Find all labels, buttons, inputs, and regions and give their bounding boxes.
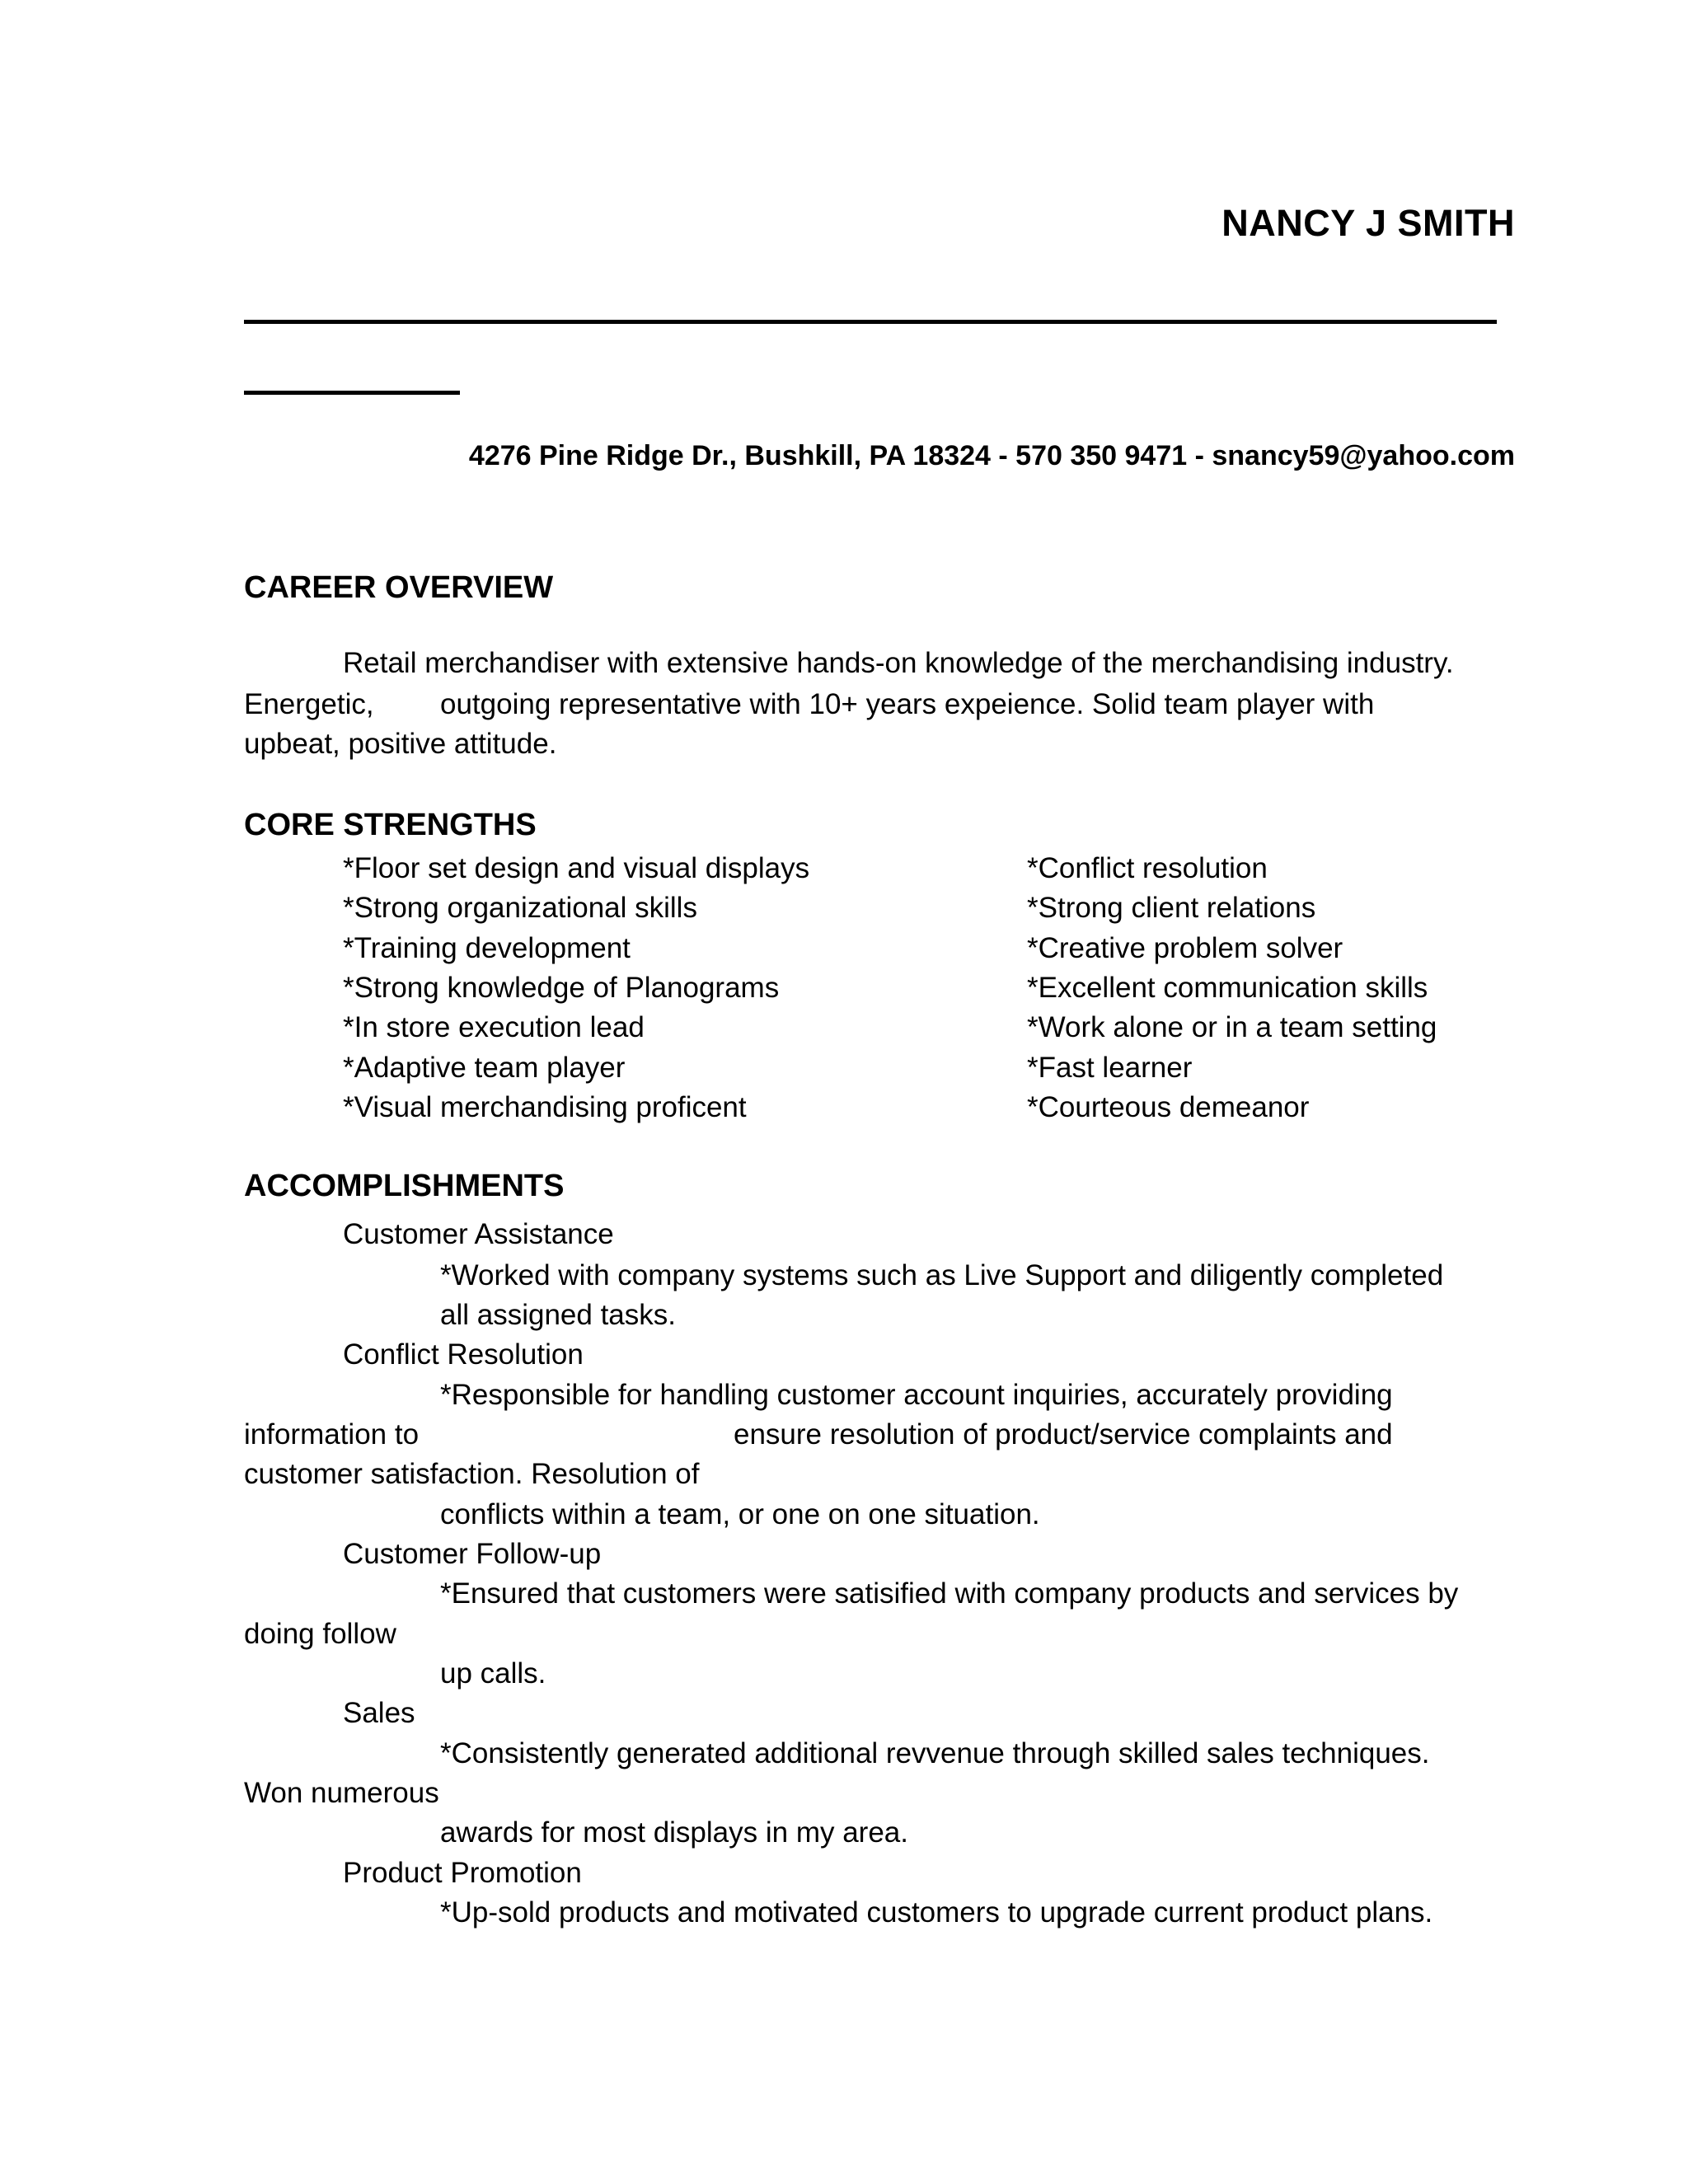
accomplishment-line: doing follow [244,1618,396,1650]
strength-item: *In store execution lead [343,1011,645,1043]
strength-item: *Fast learner [1027,1052,1193,1084]
accomplishment-category: Conflict Resolution [343,1338,584,1371]
accomplishment-line: customer satisfaction. Resolution of [244,1458,700,1490]
strength-item: *Training development [343,932,631,964]
strength-item: *Work alone or in a team setting [1027,1011,1437,1043]
header-rule-short [244,391,460,395]
strength-item: *Strong knowledge of Planograms [343,972,780,1004]
accomplishment-category: Customer Assistance [343,1218,614,1250]
strength-item: *Creative problem solver [1027,932,1343,964]
strength-item: *Excellent communication skills [1027,972,1428,1004]
accomplishment-line: awards for most displays in my area. [440,1816,908,1849]
accomplishment-category: Product Promotion [343,1857,582,1889]
strength-item: *Floor set design and visual displays [343,852,810,884]
accomplishment-line: Won numerous [244,1777,439,1809]
accomplishment-line: all assigned tasks. [440,1299,676,1331]
strength-item: *Courteous demeanor [1027,1091,1310,1123]
accomplishment-line: *Worked with company systems such as Live Support and diligently completed [440,1259,1444,1291]
career-overview-line: outgoing representative with 10+ years expeience. Solid team player with [440,688,1375,720]
core-strengths-heading: CORE STRENGTHS [244,808,537,842]
accomplishment-category: Sales [343,1697,415,1729]
strength-item: *Visual merchandising proficent [343,1091,747,1123]
strength-item: *Strong client relations [1027,892,1316,924]
accomplishment-line: *Consistently generated additional revvenue through skilled sales techniques. [440,1737,1430,1769]
career-overview-heading: CAREER OVERVIEW [244,570,554,605]
accomplishment-category: Customer Follow-up [343,1538,602,1570]
candidate-name: NANCY J SMITH [1221,202,1515,244]
strength-item: *Strong organizational skills [343,892,697,924]
accomplishment-line: information to [244,1418,420,1451]
accomplishment-line: *Ensured that customers were satisified with company products and services by [440,1577,1459,1610]
contact-line: 4276 Pine Ridge Dr., Bushkill, PA 18324 - 570 350 9471 - snancy59@yahoo.com [468,440,1515,471]
accomplishment-line: up calls. [440,1657,546,1690]
career-overview-line: Energetic, [244,688,374,720]
career-overview-line: Retail merchandiser with extensive hands-on knowledge of the merchandising industry. [343,647,1454,679]
accomplishment-line: *Responsible for handling customer account inquiries, accurately providing [440,1379,1393,1411]
strength-item: *Conflict resolution [1027,852,1268,884]
header-rule-long [244,320,1497,324]
accomplishment-line: conflicts within a team, or one on one situation. [440,1498,1040,1530]
accomplishment-line: ensure resolution of product/service complaints and [734,1418,1393,1451]
accomplishment-line: *Up-sold products and motivated customers to upgrade current product plans. [440,1896,1433,1929]
strength-item: *Adaptive team player [343,1052,626,1084]
accomplishments-heading: ACCOMPLISHMENTS [244,1169,565,1203]
career-overview-line: upbeat, positive attitude. [244,728,557,760]
